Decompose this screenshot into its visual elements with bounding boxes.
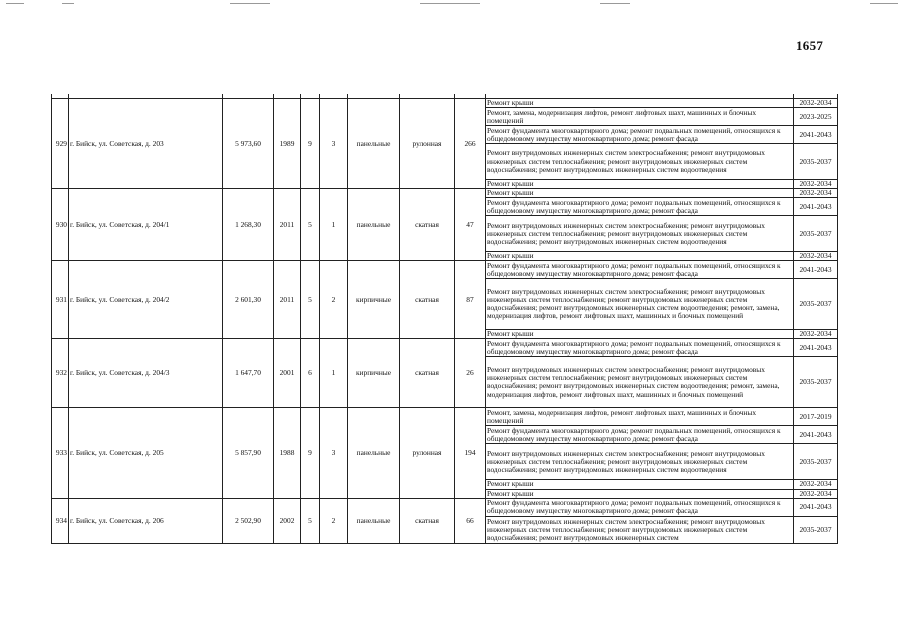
- building-address: г. Бийск, ул. Советская, д. 205: [69, 408, 223, 498]
- scan-speck: [600, 3, 630, 4]
- work-period: 2032-2034: [794, 99, 838, 108]
- work-description: Ремонт фундамента многоквартирного дома; ремонт подвальных помещений, относящихся к общедомовому имуществу многоквартирного дома; ремонт фасада: [486, 126, 794, 144]
- work-description: Ремонт крыши: [486, 252, 794, 261]
- residents-count: 266: [455, 99, 486, 189]
- wall-material: панельные: [348, 408, 400, 498]
- building-address: г. Бийск, ул. Советская, д. 206: [69, 498, 223, 543]
- building-number: 932: [52, 339, 69, 408]
- building-entrances: 1: [320, 189, 348, 261]
- work-period: 2041-2043: [794, 426, 838, 444]
- building-area: 1 647,70: [223, 339, 274, 408]
- building-floors: 5: [301, 261, 320, 339]
- building-area: 1 268,30: [223, 189, 274, 261]
- roof-type: рулонная: [400, 99, 455, 189]
- work-description: Ремонт внутридомовых инженерных систем электроснабжения; ремонт внутридомовых инженерных систем теплоснабжения; ремонт внутридомовых инженерных систем водоснабжения; ремонт внутридомовых инженерных систем водоотведения: [486, 444, 794, 480]
- roof-type: скатная: [400, 339, 455, 408]
- work-period: 2035-2037: [794, 144, 838, 180]
- scan-speck: [870, 3, 898, 4]
- building-year: 2002: [274, 498, 301, 543]
- building-year: 1989: [274, 99, 301, 189]
- work-period: 2035-2037: [794, 216, 838, 252]
- work-period: 2032-2034: [794, 489, 838, 498]
- wall-material: кирпичные: [348, 261, 400, 339]
- work-description: Ремонт фундамента многоквартирного дома; ремонт подвальных помещений, относящихся к общедомовому имуществу многоквартирного дома; ремонт фасада: [486, 198, 794, 216]
- work-description: Ремонт внутридомовых инженерных систем электроснабжения; ремонт внутридомовых инженерных систем теплоснабжения; ремонт внутридомовых инженерных систем водоснабжения; ремонт внутридомовых инженерных систем водоотведения: [486, 216, 794, 252]
- roof-type: рулонная: [400, 408, 455, 498]
- work-description: Ремонт фундамента многоквартирного дома; ремонт подвальных помещений, относящихся к общедомовому имуществу многоквартирного дома; ремонт фасада: [486, 498, 794, 516]
- building-year: 2011: [274, 189, 301, 261]
- building-area: 2 601,30: [223, 261, 274, 339]
- building-number: 930: [52, 189, 69, 261]
- building-entrances: 3: [320, 408, 348, 498]
- building-address: г. Бийск, ул. Советская, д. 204/2: [69, 261, 223, 339]
- building-area: 2 502,90: [223, 498, 274, 543]
- wall-material: панельные: [348, 498, 400, 543]
- work-row: [52, 498, 838, 516]
- table-body: [52, 94, 838, 543]
- building-number: 933: [52, 408, 69, 498]
- building-entrances: 1: [320, 339, 348, 408]
- building-area: 5 973,60: [223, 99, 274, 189]
- work-period: 2017-2019: [794, 408, 838, 426]
- scan-speck: [62, 3, 74, 4]
- building-year: 2011: [274, 261, 301, 339]
- work-description: Ремонт внутридомовых инженерных систем электроснабжения; ремонт внутридомовых инженерных систем теплоснабжения; ремонт внутридомовых инженерных систем водоснабжения; ремонт внутридомовых инженерных систем: [486, 516, 794, 543]
- work-description: Ремонт внутридомовых инженерных систем электроснабжения; ремонт внутридомовых инженерных систем теплоснабжения; ремонт внутридомовых инженерных систем водоснабжения; ремонт внутридомовых инженерных систем водоотведения; ремонт, замена, модернизация лифтов, ремонт лифтовых шахт, машинных и блочных помещений: [486, 357, 794, 408]
- work-period: 2041-2043: [794, 498, 838, 516]
- work-description: Ремонт крыши: [486, 330, 794, 339]
- building-floors: 9: [301, 408, 320, 498]
- building-number: 931: [52, 261, 69, 339]
- wall-material: кирпичные: [348, 339, 400, 408]
- work-description: Ремонт фундамента многоквартирного дома; ремонт подвальных помещений, относящихся к общедомовому имуществу многоквартирного дома; ремонт фасада: [486, 339, 794, 357]
- work-description: Ремонт крыши: [486, 489, 794, 498]
- roof-type: скатная: [400, 261, 455, 339]
- roof-type: скатная: [400, 498, 455, 543]
- building-floors: 5: [301, 498, 320, 543]
- residents-count: 66: [455, 498, 486, 543]
- building-area: 5 857,90: [223, 408, 274, 498]
- wall-material: панельные: [348, 189, 400, 261]
- work-period: 2023-2025: [794, 108, 838, 126]
- residents-count: 26: [455, 339, 486, 408]
- work-period: 2035-2037: [794, 516, 838, 543]
- residents-count: 87: [455, 261, 486, 339]
- work-period: 2041-2043: [794, 198, 838, 216]
- building-floors: 5: [301, 189, 320, 261]
- work-period: 2041-2043: [794, 339, 838, 357]
- work-row: [52, 99, 838, 108]
- work-description: Ремонт внутридомовых инженерных систем электроснабжения; ремонт внутридомовых инженерных систем теплоснабжения; ремонт внутридомовых инженерных систем водоснабжения; ремонт внутридомовых инженерных систем водоотведения: [486, 144, 794, 180]
- repair-schedule-table: [51, 94, 838, 544]
- work-period: 2035-2037: [794, 444, 838, 480]
- roof-type: скатная: [400, 189, 455, 261]
- scan-speck: [6, 3, 24, 4]
- work-description: Ремонт крыши: [486, 180, 794, 189]
- work-description: Ремонт внутридомовых инженерных систем электроснабжения; ремонт внутридомовых инженерных систем теплоснабжения; ремонт внутридомовых инженерных систем водоснабжения; ремонт внутридомовых инженерных систем водоотведения; ремонт, замена, модернизация лифтов, ремонт лифтовых шахт, машинных и блочных помещений: [486, 279, 794, 330]
- work-row: [52, 189, 838, 198]
- building-number: 929: [52, 99, 69, 189]
- building-address: г. Бийск, ул. Советская, д. 204/1: [69, 189, 223, 261]
- building-entrances: 3: [320, 99, 348, 189]
- work-period: 2032-2034: [794, 252, 838, 261]
- work-row: [52, 408, 838, 426]
- work-description: Ремонт фундамента многоквартирного дома; ремонт подвальных помещений, относящихся к общедомовому имуществу многоквартирного дома; ремонт фасада: [486, 261, 794, 279]
- work-period: 2032-2034: [794, 180, 838, 189]
- building-year: 1988: [274, 408, 301, 498]
- building-number: 934: [52, 498, 69, 543]
- building-entrances: 2: [320, 261, 348, 339]
- residents-count: 47: [455, 189, 486, 261]
- page-number: 1657: [796, 38, 824, 53]
- work-description: Ремонт крыши: [486, 99, 794, 108]
- work-description: Ремонт, замена, модернизация лифтов, ремонт лифтовых шахт, машинных и блочных помещений: [486, 108, 794, 126]
- work-description: Ремонт крыши: [486, 189, 794, 198]
- building-entrances: 2: [320, 498, 348, 543]
- building-address: г. Бийск, ул. Советская, д. 204/3: [69, 339, 223, 408]
- work-description: Ремонт, замена, модернизация лифтов, ремонт лифтовых шахт, машинных и блочных помещений: [486, 408, 794, 426]
- work-period: 2032-2034: [794, 330, 838, 339]
- work-description: Ремонт крыши: [486, 480, 794, 489]
- building-address: г. Бийск, ул. Советская, д. 203: [69, 99, 223, 189]
- wall-material: панельные: [348, 99, 400, 189]
- work-description: Ремонт фундамента многоквартирного дома; ремонт подвальных помещений, относящихся к общедомовому имуществу многоквартирного дома; ремонт фасада: [486, 426, 794, 444]
- building-floors: 6: [301, 339, 320, 408]
- scan-speck: [420, 3, 480, 4]
- work-period: 2032-2034: [794, 189, 838, 198]
- building-floors: 9: [301, 99, 320, 189]
- work-row: [52, 339, 838, 357]
- work-period: 2032-2034: [794, 480, 838, 489]
- work-row: [52, 261, 838, 279]
- work-period: 2035-2037: [794, 357, 838, 408]
- scan-speck: [230, 3, 270, 4]
- work-period: 2041-2043: [794, 126, 838, 144]
- building-year: 2001: [274, 339, 301, 408]
- work-period: 2035-2037: [794, 279, 838, 330]
- residents-count: 194: [455, 408, 486, 498]
- work-period: 2041-2043: [794, 261, 838, 279]
